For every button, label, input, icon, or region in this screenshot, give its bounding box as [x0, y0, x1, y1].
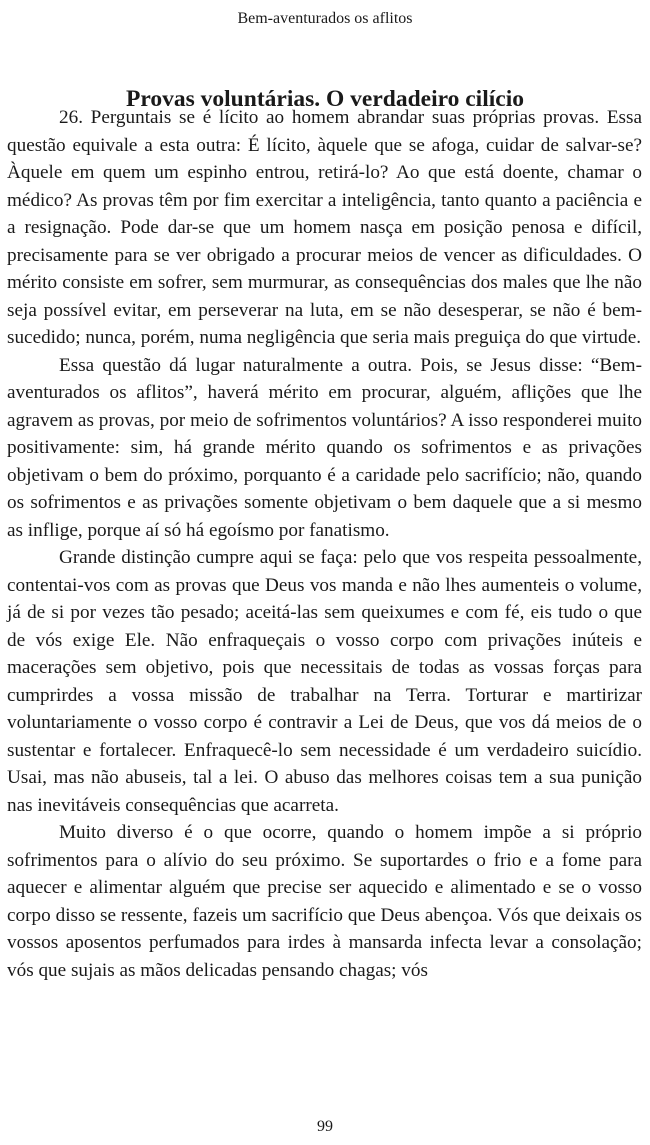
page-number: 99: [317, 1118, 333, 1135]
paragraph-4: Muito diverso é o que ocorre, quando o homem impõe a si próprio sofrimentos para o alívio do seu próximo. Se suportardes o frio e a fome para aquecer e alimentar alguém que precise ser aquecido e alimentado e se o vosso corpo disso se ressente, fazeis um sacrifício que Deus abençoa. Vós que deixais os vossos aposentos perfumados para irdes à mansarda infecta levar a consolação; vós que sujais as mãos delicadas pensando chagas; vós: [7, 822, 642, 981]
section-title: Provas voluntárias. O verdadeiro cilício: [126, 85, 524, 112]
paragraph-3: Grande distinção cumpre aqui se faça: pelo que vos respeita pessoalmente, contentai-vos com as provas que Deus vos manda e não lhes aumenteis o volume, já de si por vezes tão pesado; aceitá-las sem queixumes e com fé, eis tudo o que de vós exige Ele. Não enfraqueçais o vosso corpo com privações inúteis e macerações sem objetivo, pois que necessitais de todas as vossas forças para cumprirdes a vossa missão de trabalhar na Terra. Torturar e martirizar voluntariamente o vosso corpo é contravir a Lei de Deus, que vos dá meios de o sustentar e fortalecer. Enfraquecê-lo sem necessidade é um verdadeiro suicídio. Usai, mas não abuseis, tal a lei. O abuso das melhores coisas tem a sua punição nas inevitáveis consequências que acarreta.: [7, 547, 642, 816]
body-text: [7, 104, 642, 984]
paragraph-2: Essa questão dá lugar naturalmente a outra. Pois, se Jesus disse: “Bem-aventurados os aflitos”, haverá mérito em procurar, alguém, aflições que lhe agravem as provas, por meio de sofrimentos voluntários? A isso responderei muito positivamente: sim, há grande mérito quando os sofrimentos e as privações objetivam o bem do próximo, porquanto é a caridade pelo sacrifício; não, quando os sofrimentos e as privações somente objetivam o bem daquele que a si mesmo as inflige, porque aí só há egoísmo por fanatismo.: [7, 354, 642, 541]
running-header: Bem-aventurados os aflitos: [237, 10, 413, 27]
paragraph-1: 26. Perguntais se é lícito ao homem abrandar suas próprias provas. Essa questão equivale a esta outra: É lícito, àquele que se afoga, cuidar de salvar-se? Àquele em quem um espinho entrou, retirá-lo? Ao que está doente, chamar o médico? As provas têm por fim exercitar a inteligência, tanto quanto a paciência e a resignação. Pode dar-se que um homem nasça em posição penosa e difícil, precisamente para se ver obrigado a procurar meios de vencer as dificuldades. O mérito consiste em sofrer, sem murmurar, as consequências dos males que lhe não seja possível evitar, em perseverar na luta, em se não desesperar, se não é bem-sucedido; nunca, porém, numa negligência que seria mais preguiça do que virtude.: [7, 107, 642, 348]
